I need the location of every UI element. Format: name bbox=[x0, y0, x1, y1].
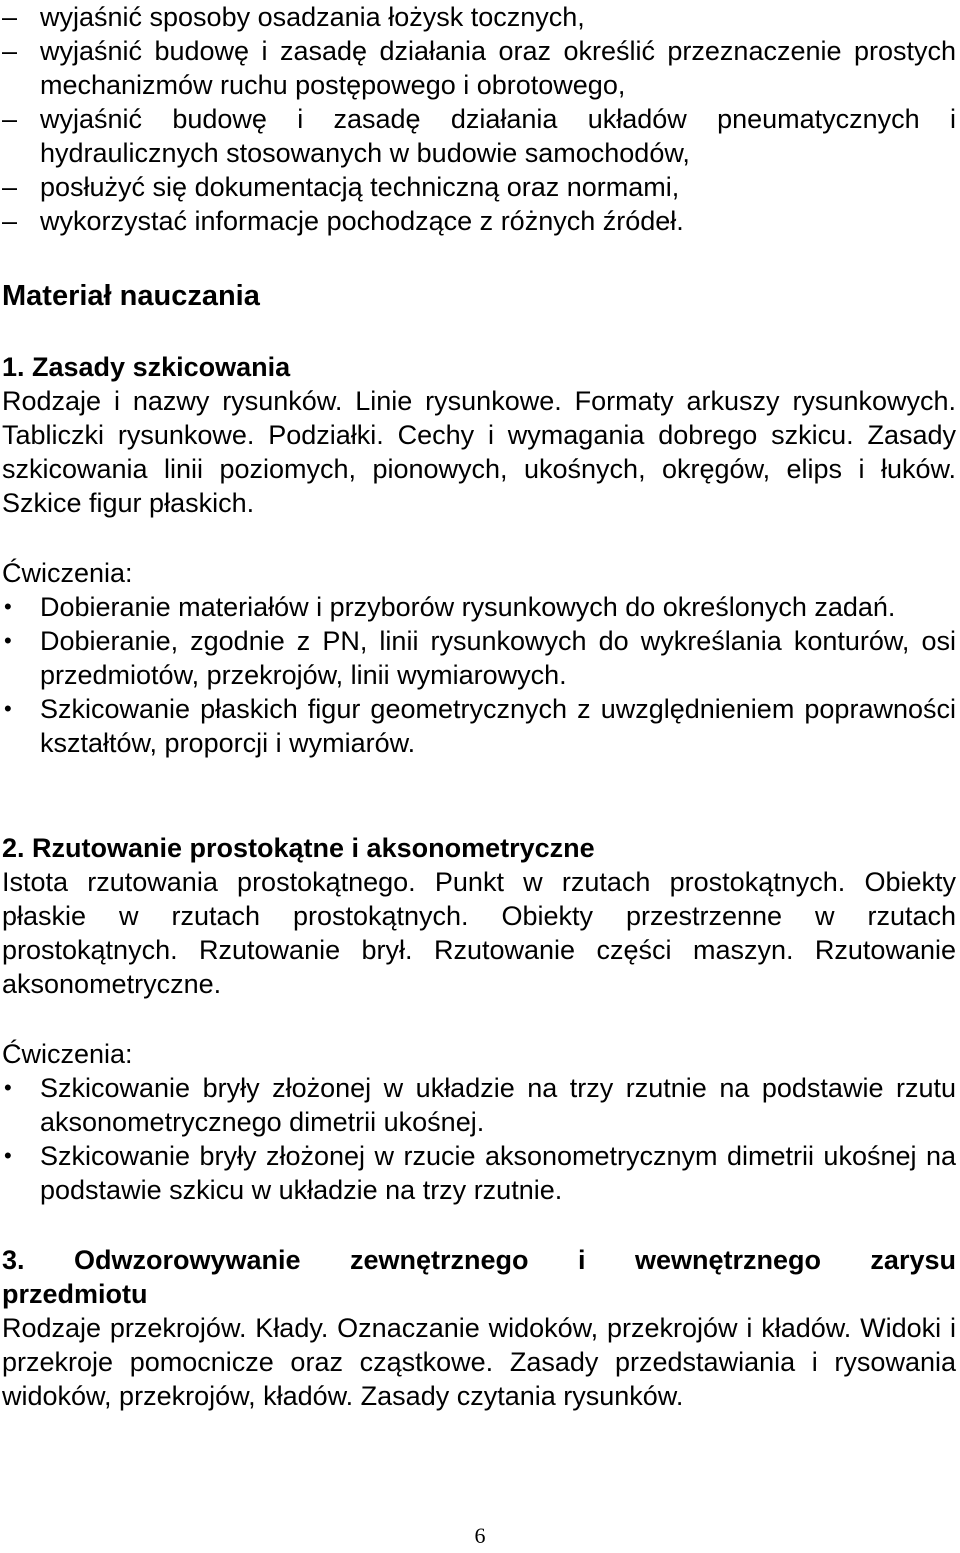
list-item bbox=[0, 0, 956, 34]
dash-marker: – bbox=[2, 36, 18, 66]
list-item-text: wyjaśnić budowę i zasadę działania oraz określić przeznaczenie prostych mechanizmów ruchu postępowego i obrotowego, bbox=[40, 36, 956, 100]
list-item-text: wyjaśnić budowę i zasadę działania układów pneumatycznych i hydraulicznych stosowanych w budowie samochodów, bbox=[40, 104, 956, 168]
section-1-title: 1. Zasady szkicowania bbox=[2, 352, 291, 382]
list-item bbox=[0, 204, 956, 238]
dash-marker: – bbox=[2, 172, 18, 202]
dash-marker: – bbox=[2, 104, 18, 134]
section-2-exercises-list bbox=[2, 1071, 956, 1207]
section-1-exercises-list bbox=[2, 590, 956, 760]
section-2-title: 2. Rzutowanie prostokątne i aksonometryczne bbox=[2, 833, 595, 863]
list-item bbox=[2, 590, 956, 624]
list-item-text: Szkicowanie płaskich figur geometrycznych z uwzględnieniem poprawności kształtów, proporcji i wymiarów. bbox=[40, 694, 956, 758]
section-1-text: Rodzaje i nazwy rysunków. Linie rysunkowe. Formaty arkuszy rysunkowych. Tabliczki rysunkowe. Podziałki. Cechy i wymagania dobrego szkicu. Zasady szkicowania linii poziomych, pionowych, ukośnych, okręgów, elips i łuków. Szkice figur płaskich. bbox=[2, 386, 956, 518]
list-item-text: Szkicowanie bryły złożonej w rzucie aksonometrycznym dimetrii ukośnej na podstawie szkicu w układzie na trzy rzutnie. bbox=[40, 1141, 956, 1205]
list-item-text: wyjaśnić sposoby osadzania łożysk tocznych, bbox=[40, 2, 585, 32]
section-2-exercises-label: Ćwiczenia: bbox=[2, 1039, 133, 1069]
page-number: 6 bbox=[474, 1523, 486, 1548]
section-3-title-word: zewnętrznego bbox=[349, 1245, 529, 1275]
list-item-text: wykorzystać informacje pochodzące z różnych źródeł. bbox=[40, 206, 684, 236]
list-item bbox=[0, 170, 956, 204]
list-item bbox=[2, 624, 956, 692]
section-3-text: Rodzaje przekrojów. Kłady. Oznaczanie widoków, przekrojów i kładów. Widoki i przekroje pomocnicze oraz cząstkowe. Zasady przedstawiania i rysowania widoków, przekrojów, kładów. Zasady czytania rysunków. bbox=[2, 1313, 956, 1411]
list-item bbox=[2, 692, 956, 760]
bullet-marker: • bbox=[4, 1143, 12, 1168]
list-item-text: Dobieranie, zgodnie z PN, linii rysunkowych do wykreślania konturów, osi przedmiotów, przekrojów, linii wymiarowych. bbox=[40, 626, 956, 690]
list-item bbox=[2, 1071, 956, 1139]
section-3-title-word: wewnętrznego bbox=[634, 1245, 821, 1275]
section-3-title-word: Odwzorowywanie bbox=[73, 1245, 301, 1275]
dash-marker: – bbox=[2, 2, 18, 32]
list-item-text: Dobieranie materiałów i przyborów rysunkowych do określonych zadań. bbox=[40, 592, 896, 622]
section-2-text: Istota rzutowania prostokątnego. Punkt w rzutach prostokątnych. Obiekty płaskie w rzutach prostokątnych. Obiekty przestrzenne w rzutach prostokątnych. Rzutowanie brył. Rzutowanie części maszyn. Rzutowanie aksonometryczne. bbox=[2, 867, 956, 999]
list-item-text: Szkicowanie bryły złożonej w układzie na trzy rzutnie na podstawie rzutu aksonometrycznego dimetrii ukośnej. bbox=[40, 1073, 956, 1137]
section-3-title-word: 3. bbox=[2, 1245, 25, 1275]
bullet-marker: • bbox=[4, 696, 12, 721]
section-3-title-word: i bbox=[577, 1245, 586, 1275]
list-item bbox=[2, 1139, 956, 1207]
material-heading: Materiał nauczania bbox=[2, 280, 260, 312]
list-item bbox=[0, 102, 956, 170]
bullet-marker: • bbox=[4, 1075, 12, 1100]
section-3-title bbox=[2, 1243, 956, 1277]
bullet-marker: • bbox=[4, 628, 12, 653]
list-item bbox=[0, 34, 956, 102]
dash-marker: – bbox=[2, 206, 18, 236]
section-1-exercises-label: Ćwiczenia: bbox=[2, 558, 133, 588]
bullet-marker: • bbox=[4, 594, 12, 619]
objectives-list bbox=[0, 0, 956, 238]
list-item-text: posłużyć się dokumentacją techniczną oraz normami, bbox=[40, 172, 680, 202]
section-3-title-word: zarysu bbox=[870, 1245, 956, 1275]
section-3-title-line2: przedmiotu bbox=[2, 1279, 148, 1309]
